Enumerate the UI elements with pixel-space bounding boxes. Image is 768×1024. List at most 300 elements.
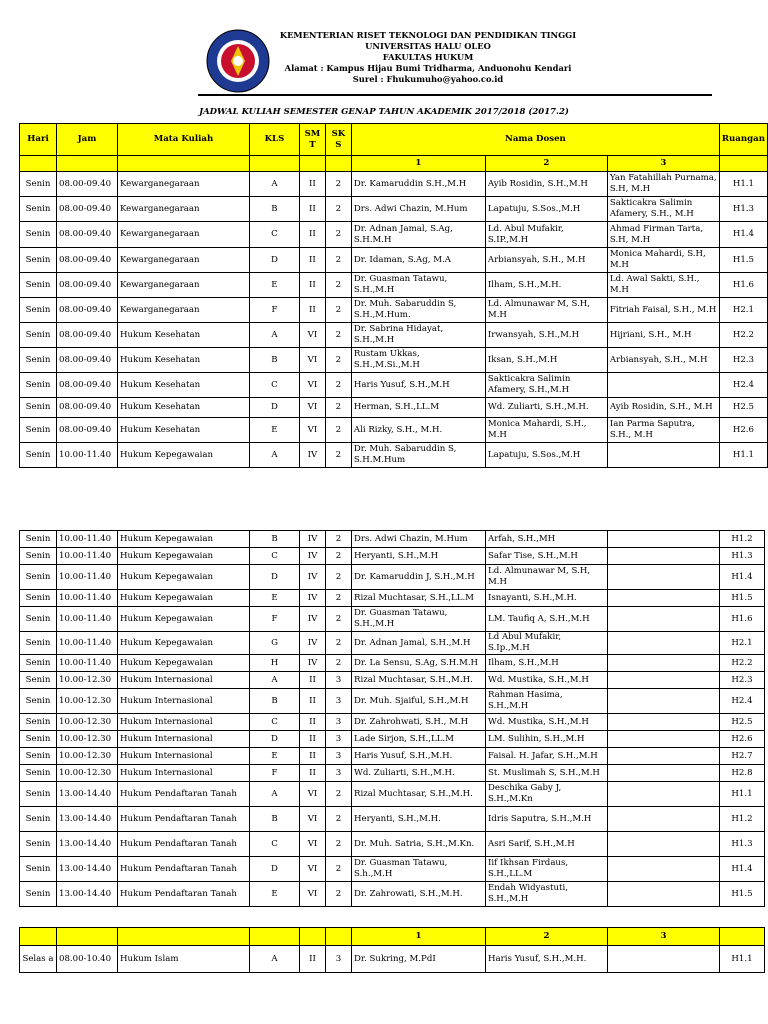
cell-smt: IV (300, 632, 326, 655)
cell-sks: 2 (326, 531, 352, 548)
cell-ruangan: H1.3 (719, 197, 767, 222)
cell-dosen-1: Haris Yusuf, S.H.,M.H. (352, 748, 486, 765)
cell-ruangan: H1.5 (719, 248, 767, 273)
cell-sks: 2 (325, 298, 351, 323)
subheader-empty (300, 928, 326, 946)
table-row (20, 832, 765, 857)
table-row (20, 348, 768, 373)
table-row (20, 531, 765, 548)
table-row (20, 172, 768, 197)
cell-dosen-2: Arfah, S.H.,MH (486, 531, 608, 548)
cell-smt: II (299, 197, 325, 222)
cell-jam: 08.00-09.40 (56, 197, 117, 222)
cell-kls: E (250, 882, 300, 907)
cell-mata-kuliah: Kewarganegaraan (117, 273, 249, 298)
cell-sks: 3 (326, 689, 352, 714)
schedule-table-1 (19, 123, 768, 468)
cell-mata-kuliah: Hukum Kesehatan (117, 323, 249, 348)
cell-dosen-2: Wd. Mustika, S.H.,M.H (486, 714, 608, 731)
cell-sks: 3 (326, 765, 352, 782)
cell-ruangan: H1.5 (720, 882, 765, 907)
cell-dosen-2: Lapatuju, S.Sos.,M.H (485, 443, 607, 468)
cell-dosen-3 (608, 655, 720, 672)
cell-jam: 10.00-11.40 (57, 531, 118, 548)
subheader-empty (250, 928, 300, 946)
cell-dosen-3 (608, 946, 720, 973)
cell-dosen-1: Dr. Idaman, S.Ag, M.A (351, 248, 485, 273)
col-nama-dosen: Nama Dosen (351, 124, 719, 156)
cell-smt: II (300, 714, 326, 731)
cell-dosen-2: Haris Yusuf, S.H.,M.H. (486, 946, 608, 973)
cell-jam: 08.00-09.40 (56, 273, 117, 298)
cell-dosen-2: Arbiansyah, S.H., M.H (485, 248, 607, 273)
cell-dosen-1: Dr. Guasman Tatawu, S.H.,M.H (352, 607, 486, 632)
cell-jam: 13.00-14.40 (57, 807, 118, 832)
cell-smt: II (299, 298, 325, 323)
cell-hari: Senin (20, 348, 57, 373)
cell-dosen-1: Wd. Zuliarti, S.H.,M.H. (352, 765, 486, 782)
cell-dosen-3: Ayib Rosidin, S.H., M.H (607, 398, 719, 418)
page-title: JADWAL KULIAH SEMESTER GENAP TAHUN AKADEMIK 2017/2018 (2017.2) (199, 107, 569, 117)
table-subheader-row (20, 156, 768, 172)
cell-mata-kuliah: Kewarganegaraan (117, 248, 249, 273)
cell-kls: G (250, 632, 300, 655)
cell-ruangan: H1.5 (720, 590, 765, 607)
col-dosen-1: 1 (351, 156, 485, 172)
cell-dosen-3: Sakticakra Salimin Afamery, S.H., M.H (607, 197, 719, 222)
cell-ruangan: H2.4 (720, 689, 765, 714)
cell-hari: Senin (20, 172, 57, 197)
cell-sks: 2 (326, 565, 352, 590)
cell-dosen-2: St. Muslimah S, S.H.,M.H (486, 765, 608, 782)
cell-mata-kuliah: Kewarganegaraan (117, 298, 249, 323)
cell-smt: II (300, 946, 326, 973)
cell-smt: IV (300, 655, 326, 672)
cell-smt: II (300, 731, 326, 748)
cell-hari: Senin (20, 248, 57, 273)
subheader-empty (20, 156, 57, 172)
cell-smt: II (300, 765, 326, 782)
cell-dosen-1: Dr. Adnan Jamal, S.H.,M.H (352, 632, 486, 655)
table-row (20, 373, 768, 398)
subheader-empty (720, 928, 765, 946)
cell-kls: D (250, 857, 300, 882)
cell-dosen-2: Endah Widyastuti, S.H.,M.H (486, 882, 608, 907)
table-row (20, 857, 765, 882)
cell-kls: B (249, 197, 299, 222)
cell-dosen-3 (608, 748, 720, 765)
cell-dosen-1: Dr. Muh. Sjaiful, S.H.,M.H (352, 689, 486, 714)
table-row (20, 632, 765, 655)
table-row (20, 655, 765, 672)
cell-mata-kuliah: Hukum Kesehatan (117, 373, 249, 398)
cell-jam: 08.00-09.40 (56, 373, 117, 398)
cell-kls: A (249, 443, 299, 468)
cell-dosen-1: Dr. Zahrohwati, S.H., M.H (352, 714, 486, 731)
cell-mata-kuliah: Hukum Kesehatan (117, 398, 249, 418)
cell-kls: C (249, 222, 299, 248)
table-subheader-row (20, 928, 765, 946)
cell-smt: IV (300, 548, 326, 565)
cell-dosen-1: Rizal Muchtasar, S.H.,LL.M (352, 590, 486, 607)
cell-dosen-3 (608, 607, 720, 632)
col-smt: SM T (299, 124, 325, 156)
cell-smt: VI (300, 807, 326, 832)
cell-dosen-3: Hijriani, S.H., M.H (607, 323, 719, 348)
cell-sks: 2 (325, 273, 351, 298)
cell-hari: Senin (20, 398, 57, 418)
cell-hari: Senin (20, 765, 57, 782)
header-address: Alamat : Kampus Hijau Bumi Tridharma, Anduonohu Kendari (284, 63, 572, 73)
cell-jam: 08.00-09.40 (56, 323, 117, 348)
cell-sks: 3 (326, 748, 352, 765)
cell-ruangan: H2.1 (719, 298, 767, 323)
cell-smt: VI (299, 418, 325, 443)
cell-kls: E (250, 748, 300, 765)
cell-dosen-1: Dr. Sabrina Hidayat, S.H.,M.H (351, 323, 485, 348)
cell-dosen-3: Arbiansyah, S.H., M.H (607, 348, 719, 373)
cell-smt: VI (300, 832, 326, 857)
cell-kls: D (249, 398, 299, 418)
cell-sks: 2 (326, 655, 352, 672)
cell-dosen-2: Ilham, S.H.,M.H. (485, 273, 607, 298)
cell-hari: Senin (20, 607, 57, 632)
cell-kls: B (250, 807, 300, 832)
header-faculty: FAKULTAS HUKUM (382, 52, 474, 62)
cell-kls: C (249, 373, 299, 398)
cell-hari: Senin (20, 714, 57, 731)
cell-smt: IV (300, 565, 326, 590)
cell-hari: Senin (20, 565, 57, 590)
cell-mata-kuliah: Kewarganegaraan (117, 172, 249, 197)
cell-ruangan: H2.3 (720, 672, 765, 689)
subheader-empty (299, 156, 325, 172)
table-row (20, 443, 768, 468)
subheader-empty (325, 156, 351, 172)
cell-ruangan: H1.3 (720, 832, 765, 857)
cell-mata-kuliah: Hukum Internasional (118, 672, 250, 689)
cell-smt: II (300, 672, 326, 689)
cell-jam: 10.00-11.40 (57, 590, 118, 607)
cell-smt: IV (300, 590, 326, 607)
cell-mata-kuliah: Hukum Kepegawaian (118, 590, 250, 607)
table-row (20, 807, 765, 832)
cell-hari: Senin (20, 689, 57, 714)
cell-ruangan: H2.6 (720, 731, 765, 748)
cell-hari: Senin (20, 531, 57, 548)
cell-hari: Senin (20, 323, 57, 348)
cell-dosen-3 (608, 807, 720, 832)
cell-smt: VI (299, 398, 325, 418)
cell-dosen-2: Idris Saputra, S.H.,M.H (486, 807, 608, 832)
cell-dosen-1: Dr. La Sensu, S.Ag, S.H.M.H (352, 655, 486, 672)
cell-dosen-1: Dr. Muh. Sabaruddin S, S.H.M.Hum (351, 443, 485, 468)
col-dosen-3: 3 (608, 928, 720, 946)
col-hari: Hari (20, 124, 57, 156)
cell-dosen-2: Faisal. H. Jafar, S.H.,M.H (486, 748, 608, 765)
cell-kls: E (249, 273, 299, 298)
subheader-empty (118, 928, 250, 946)
header-university: UNIVERSITAS HALU OLEO (365, 41, 491, 51)
cell-mata-kuliah: Hukum Internasional (118, 748, 250, 765)
cell-jam: 08.00-09.40 (56, 298, 117, 323)
cell-dosen-2: Asri Sarif, S.H.,M.H (486, 832, 608, 857)
cell-dosen-2: Safar Tise, S.H.,M.H (486, 548, 608, 565)
cell-dosen-2: Ilham, S.H.,M.H (486, 655, 608, 672)
cell-dosen-3: Ian Parma Saputra, S.H., M.H (607, 418, 719, 443)
cell-jam: 08.00-09.40 (56, 248, 117, 273)
cell-smt: VI (300, 857, 326, 882)
cell-hari: Senin (20, 807, 57, 832)
cell-mata-kuliah: Hukum Kesehatan (117, 348, 249, 373)
cell-mata-kuliah: Hukum Kepegawaian (118, 607, 250, 632)
cell-sks: 3 (326, 731, 352, 748)
cell-hari: Senin (20, 857, 57, 882)
cell-sks: 2 (325, 323, 351, 348)
cell-dosen-3 (608, 782, 720, 807)
cell-dosen-2: LM. Sulihin, S.H.,M.H (486, 731, 608, 748)
cell-sks: 2 (326, 832, 352, 857)
cell-hari: Selas a (20, 946, 57, 973)
cell-dosen-1: Dr. Kamaruddin J, S.H.,M.H (352, 565, 486, 590)
cell-hari: Senin (20, 832, 57, 857)
table-row (20, 398, 768, 418)
subheader-empty (20, 928, 57, 946)
cell-hari: Senin (20, 748, 57, 765)
cell-mata-kuliah: Hukum Pendaftaran Tanah (118, 882, 250, 907)
cell-dosen-1: Dr. Muh. Satria, S.H.,M.Kn. (352, 832, 486, 857)
cell-kls: A (250, 672, 300, 689)
col-sks: SK S (325, 124, 351, 156)
cell-dosen-3 (607, 373, 719, 398)
cell-smt: IV (300, 531, 326, 548)
cell-kls: A (250, 782, 300, 807)
col-kls: KLS (249, 124, 299, 156)
cell-jam: 08.00-10.40 (57, 946, 118, 973)
cell-hari: Senin (20, 548, 57, 565)
cell-mata-kuliah: Hukum Pendaftaran Tanah (118, 782, 250, 807)
cell-sks: 2 (325, 373, 351, 398)
cell-mata-kuliah: Hukum Kepegawaian (118, 531, 250, 548)
table-row (20, 590, 765, 607)
subheader-empty (326, 928, 352, 946)
header-email: Surel : Fhukumuho@yahoo.co.id (352, 74, 504, 84)
cell-mata-kuliah: Kewarganegaraan (117, 222, 249, 248)
cell-dosen-3 (608, 882, 720, 907)
cell-ruangan: H1.6 (719, 273, 767, 298)
cell-dosen-3: Yan Fatahillah Purnama, S.H, M.H (607, 172, 719, 197)
cell-sks: 2 (326, 857, 352, 882)
col-mata-kuliah: Mata Kuliah (117, 124, 249, 156)
cell-sks: 2 (325, 172, 351, 197)
cell-jam: 10.00-11.40 (57, 548, 118, 565)
cell-kls: F (249, 298, 299, 323)
cell-ruangan: H2.8 (720, 765, 765, 782)
cell-hari: Senin (20, 632, 57, 655)
cell-kls: H (250, 655, 300, 672)
table-row (20, 689, 765, 714)
table-row (20, 418, 768, 443)
cell-dosen-1: Drs. Adwi Chazin, M.Hum (352, 531, 486, 548)
cell-smt: VI (300, 782, 326, 807)
table-row (20, 765, 765, 782)
cell-dosen-2: Rahman Hasima, S.H.,M.H (486, 689, 608, 714)
col-dosen-1: 1 (352, 928, 486, 946)
cell-ruangan: H1.4 (720, 857, 765, 882)
cell-ruangan: H2.2 (719, 323, 767, 348)
cell-sks: 2 (326, 548, 352, 565)
cell-sks: 2 (326, 882, 352, 907)
cell-kls: B (249, 348, 299, 373)
cell-mata-kuliah: Hukum Internasional (118, 731, 250, 748)
cell-hari: Senin (20, 672, 57, 689)
col-jam: Jam (56, 124, 117, 156)
cell-dosen-3: Fitriah Faisal, S.H., M.H (607, 298, 719, 323)
cell-sks: 2 (325, 197, 351, 222)
subheader-empty (57, 928, 118, 946)
cell-dosen-2: Sakticakra Salimin Afamery, S.H.,M.H (485, 373, 607, 398)
cell-sks: 2 (325, 398, 351, 418)
cell-hari: Senin (20, 882, 57, 907)
cell-ruangan: H1.2 (720, 807, 765, 832)
cell-dosen-2: Ld Abul Mufakir, S.Ip.,M.H (486, 632, 608, 655)
cell-jam: 10.00-11.40 (56, 443, 117, 468)
cell-mata-kuliah: Hukum Pendaftaran Tanah (118, 807, 250, 832)
cell-jam: 10.00-11.40 (57, 607, 118, 632)
cell-dosen-1: Heryanti, S.H.,M.H (352, 548, 486, 565)
cell-ruangan: H1.3 (720, 548, 765, 565)
cell-smt: VI (300, 882, 326, 907)
cell-ruangan: H1.1 (719, 172, 767, 197)
cell-mata-kuliah: Hukum Internasional (118, 765, 250, 782)
cell-smt: VI (299, 323, 325, 348)
cell-jam: 13.00-14.40 (57, 782, 118, 807)
schedule-table-1-body (20, 172, 768, 468)
cell-smt: II (299, 248, 325, 273)
table-row (20, 565, 765, 590)
cell-hari: Senin (20, 782, 57, 807)
cell-ruangan: H2.7 (720, 748, 765, 765)
table-row (20, 548, 765, 565)
cell-sks: 2 (325, 418, 351, 443)
cell-sks: 2 (326, 782, 352, 807)
cell-mata-kuliah: Hukum Pendaftaran Tanah (118, 832, 250, 857)
cell-sks: 2 (325, 222, 351, 248)
cell-sks: 2 (325, 443, 351, 468)
cell-ruangan: H1.2 (720, 531, 765, 548)
table-row (20, 273, 768, 298)
cell-kls: C (250, 548, 300, 565)
cell-smt: II (300, 689, 326, 714)
cell-jam: 10.00-12.30 (57, 672, 118, 689)
header-divider (198, 94, 712, 96)
cell-jam: 10.00-11.40 (57, 632, 118, 655)
cell-hari: Senin (20, 273, 57, 298)
schedule-table-2-body (20, 531, 765, 907)
col-dosen-3: 3 (607, 156, 719, 172)
cell-sks: 3 (326, 672, 352, 689)
cell-hari: Senin (20, 373, 57, 398)
cell-hari: Senin (20, 590, 57, 607)
cell-hari: Senin (20, 298, 57, 323)
cell-jam: 13.00-14.40 (57, 882, 118, 907)
col-ruangan: Ruangan (719, 124, 767, 156)
cell-dosen-2: Monica Mahardi, S.H., M.H (485, 418, 607, 443)
subheader-empty (117, 156, 249, 172)
cell-dosen-1: Herman, S.H.,LL.M (351, 398, 485, 418)
cell-jam: 10.00-11.40 (57, 565, 118, 590)
cell-kls: A (249, 172, 299, 197)
cell-dosen-1: Rizal Muchtasar, S.H.,M.H. (352, 672, 486, 689)
cell-sks: 2 (325, 348, 351, 373)
cell-jam: 10.00-12.30 (57, 748, 118, 765)
cell-sks: 2 (326, 607, 352, 632)
cell-jam: 08.00-09.40 (56, 222, 117, 248)
cell-kls: C (250, 714, 300, 731)
cell-dosen-3: Ld. Awal Sakti, S.H., M.H (607, 273, 719, 298)
schedule-table-2 (19, 530, 765, 907)
cell-mata-kuliah: Hukum Internasional (118, 714, 250, 731)
cell-ruangan: H1.1 (720, 946, 765, 973)
cell-hari: Senin (20, 197, 57, 222)
cell-dosen-2: Iif Ikhsan Firdaus, S.H.,LL.M (486, 857, 608, 882)
cell-kls: B (250, 531, 300, 548)
table-header-row (20, 124, 768, 156)
cell-dosen-1: Dr. Zahrowati, S.H.,M.H. (352, 882, 486, 907)
cell-dosen-1: Lade Sirjon, S.H.,LL.M (352, 731, 486, 748)
cell-kls: B (250, 689, 300, 714)
table-row (20, 197, 768, 222)
table-row (20, 248, 768, 273)
cell-ruangan: H2.6 (719, 418, 767, 443)
table-row (20, 782, 765, 807)
cell-dosen-1: Dr. Kamaruddin S.H.,M.H (351, 172, 485, 197)
cell-hari: Senin (20, 443, 57, 468)
cell-jam: 08.00-09.40 (56, 348, 117, 373)
cell-dosen-2: Ld. Almunawar M, S.H, M.H (486, 565, 608, 590)
cell-kls: D (249, 248, 299, 273)
cell-dosen-2: Iksan, S.H.,M.H (485, 348, 607, 373)
cell-smt: II (299, 222, 325, 248)
cell-ruangan: H2.1 (720, 632, 765, 655)
cell-kls: D (250, 565, 300, 590)
cell-smt: II (300, 748, 326, 765)
cell-dosen-2: Lapatuju, S.Sos.,M.H (485, 197, 607, 222)
cell-kls: A (249, 323, 299, 348)
cell-dosen-3 (608, 531, 720, 548)
cell-ruangan: H2.4 (719, 373, 767, 398)
cell-smt: II (299, 172, 325, 197)
cell-hari: Senin (20, 655, 57, 672)
cell-dosen-1: Heryanti, S.H.,M.H. (352, 807, 486, 832)
cell-mata-kuliah: Hukum Pendaftaran Tanah (118, 857, 250, 882)
cell-dosen-1: Dr. Guasman Tatawu, S.h.,M.H (352, 857, 486, 882)
cell-dosen-2: LM. Taufiq A, S.H.,M.H (486, 607, 608, 632)
table-row (20, 748, 765, 765)
cell-kls: D (250, 731, 300, 748)
col-dosen-2: 2 (485, 156, 607, 172)
cell-dosen-3 (608, 590, 720, 607)
cell-ruangan: H1.4 (720, 565, 765, 590)
cell-mata-kuliah: Hukum Kepegawaian (118, 565, 250, 590)
cell-mata-kuliah: Hukum Kepegawaian (118, 632, 250, 655)
cell-dosen-3: Monica Mahardi, S.H, M.H (607, 248, 719, 273)
cell-jam: 10.00-11.40 (57, 655, 118, 672)
cell-smt: IV (299, 443, 325, 468)
cell-ruangan: H1.1 (719, 443, 767, 468)
cell-mata-kuliah: Kewarganegaraan (117, 197, 249, 222)
cell-ruangan: H1.1 (720, 782, 765, 807)
